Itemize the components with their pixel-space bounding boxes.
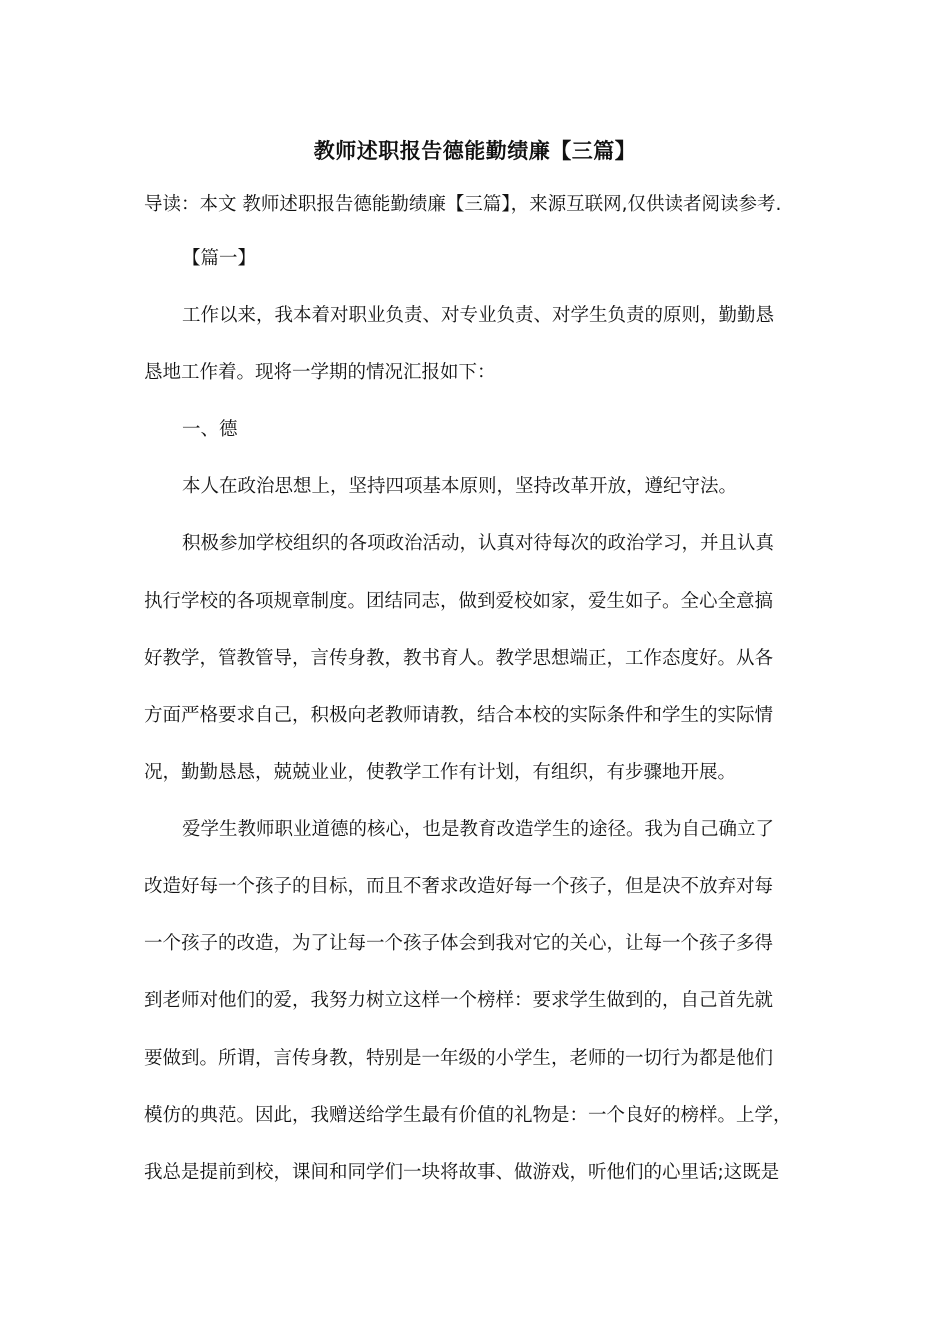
paragraph-line: 一个孩子的改造，为了让每一个孩子体会到我对它的关心，让每一个孩子多得 [144,933,774,954]
paragraph-line: 到老师对他们的爱，我努力树立这样一个榜样：要求学生做到的，自己首先就 [144,990,774,1011]
paragraph-line: 改造好每一个孩子的目标，而且不奢求改造好每一个孩子，但是决不放弃对每 [144,876,774,897]
subsection-heading: 一、德 [182,419,238,440]
paragraph-line: 方面严格要求自己，积极向老教师请教，结合本校的实际条件和学生的实际情 [144,705,774,726]
paragraph-line: 工作以来，我本着对职业负责、对专业负责、对学生负责的原则，勤勤恳 [182,305,775,326]
paragraph-line: 模仿的典范。因此，我赠送给学生最有价值的礼物是：一个良好的榜样。上学， [144,1105,792,1126]
paragraph-line: 要做到。所谓，言传身教，特别是一年级的小学生，老师的一切行为都是他们 [144,1048,774,1069]
paragraph-line: 积极参加学校组织的各项政治活动，认真对待每次的政治学习，并且认真 [182,533,775,554]
paragraph-line: 我总是提前到校，课间和同学们一块将故事、做游戏，听他们的心里话;这既是 [144,1162,780,1183]
paragraph-line: 爱学生教师职业道德的核心，也是教育改造学生的途径。我为自己确立了 [182,819,775,840]
paragraph-line: 本人在政治思想上，坚持四项基本原则，坚持改革开放，遵纪守法。 [182,476,738,497]
paragraph-line: 况，勤勤恳恳，兢兢业业，使教学工作有计划，有组织，有步骤地开展。 [144,762,737,783]
paragraph-line: 恳地工作着。现将一学期的情况汇报如下： [144,362,496,383]
document-title: 教师述职报告德能勤绩廉【三篇】 [313,139,637,163]
section-heading: 【篇一】 [182,248,257,269]
paragraph-line: 好教学，管教管导，言传身教，教书育人。教学思想端正，工作态度好。从各 [144,648,774,669]
intro-line: 导读：本文 教师述职报告德能勤绩廉【三篇】，来源互联网,仅供读者阅读参考. [144,194,782,215]
paragraph-line: 执行学校的各项规章制度。团结同志，做到爱校如家，爱生如子。全心全意搞 [144,591,774,612]
